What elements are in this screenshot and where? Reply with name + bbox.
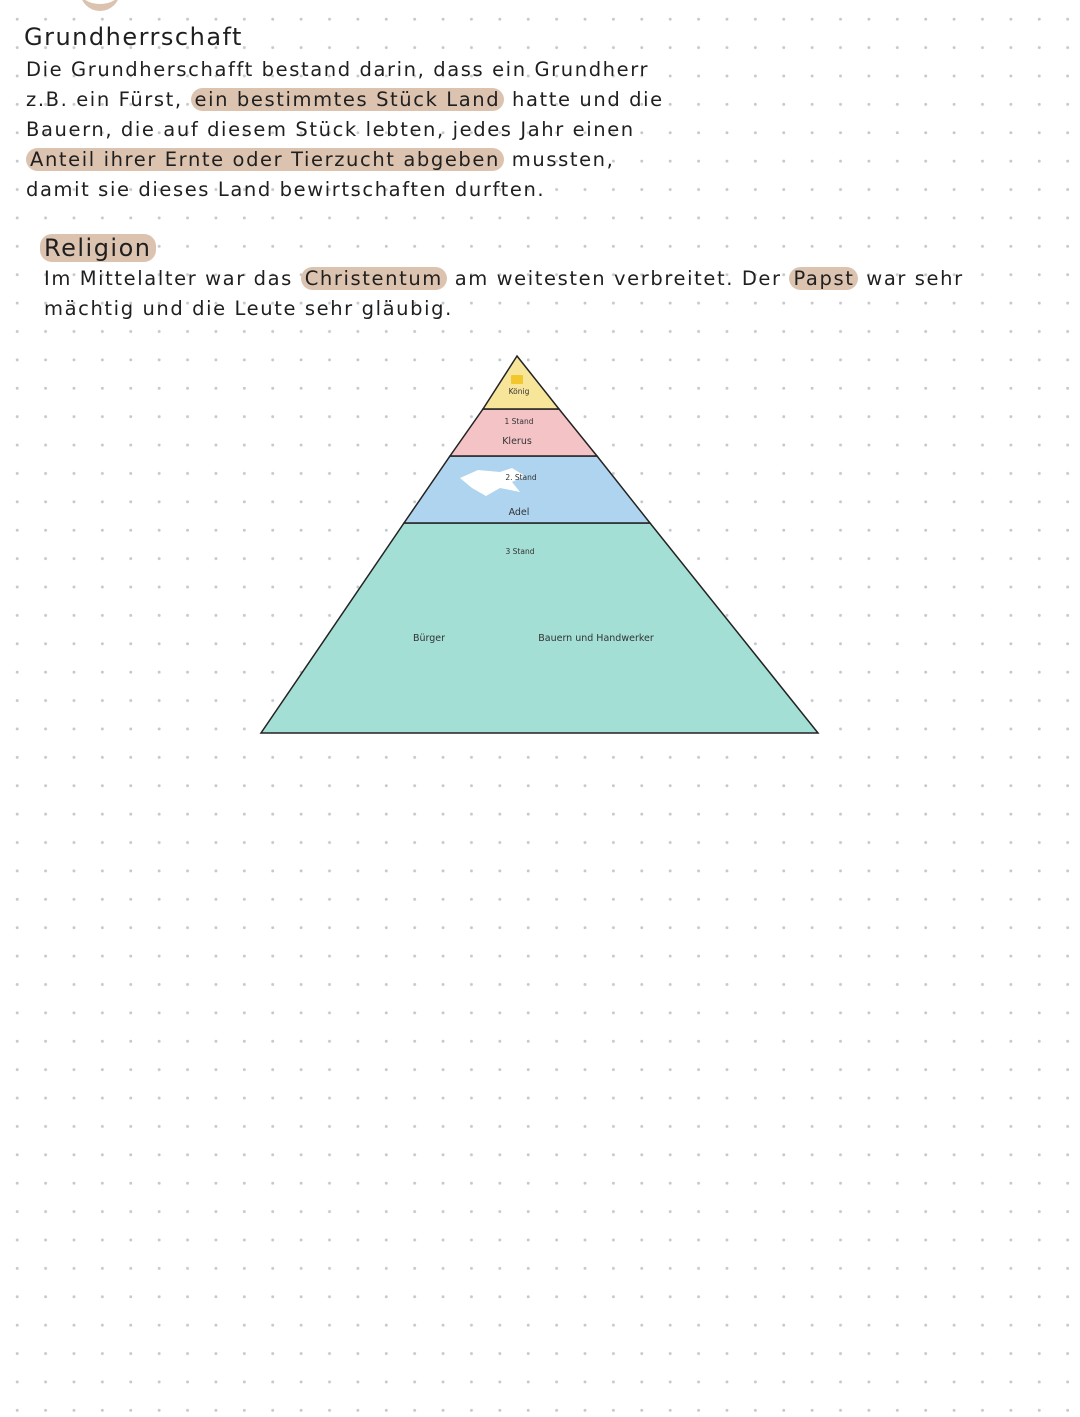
highlight: Christentum — [301, 267, 447, 290]
highlight: Papst — [789, 267, 858, 290]
second-estate-title: 2. Stand — [505, 473, 537, 482]
text-line: damit sie dieses Land bewirtschaften durften. — [26, 178, 546, 201]
text-line: Die Grundherschafft bestand darin, dass ein Grundherr — [26, 58, 650, 81]
crown-icon — [511, 375, 523, 384]
grundherrschaft-heading: Grundherrschaft — [24, 23, 243, 51]
highlight: Anteil ihrer Ernte oder Tierzucht abgeben — [26, 148, 504, 171]
king-label: König — [508, 387, 530, 396]
religion-heading: Religion — [40, 233, 156, 263]
text-line: Anteil ihrer Ernte oder Tierzucht abgeben mussten, — [26, 145, 664, 175]
first-estate-label: Klerus — [502, 436, 532, 447]
third-estate-title: 3 Stand — [505, 547, 535, 556]
first-estate-title: 1 Stand — [504, 417, 534, 426]
third-estate-label-right: Bauern und Handwerker — [538, 633, 654, 644]
text-line: Bauern, die auf diesem Stück lebten, jedes Jahr einen — [26, 118, 635, 141]
text-line: Im Mittelalter war das Christentum am weitesten verbreitet. Der Papst war sehr — [44, 267, 964, 290]
third-estate-tier — [261, 523, 818, 733]
highlight: ein bestimmtes Stück Land — [191, 88, 505, 111]
third-estate-label-left: Bürger — [412, 633, 446, 644]
text-line: z.B. ein Fürst, ein bestimmtes Stück Land hatte und die — [26, 88, 664, 111]
second-estate-label: Adel — [508, 507, 530, 518]
text-line: mächtig und die Leute sehr gläubig. — [44, 297, 453, 320]
